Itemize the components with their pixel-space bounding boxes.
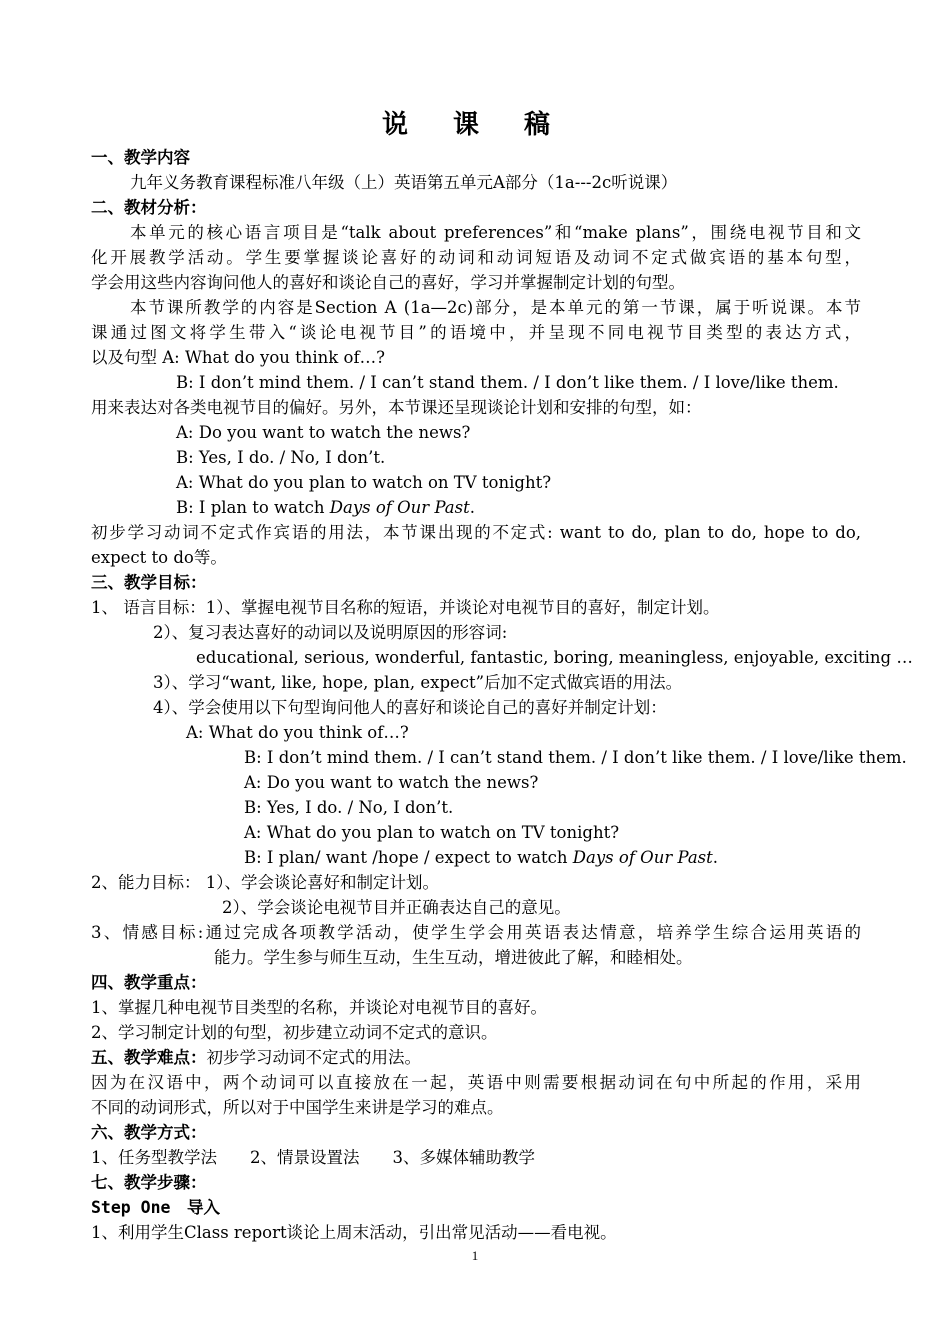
line-text: 九年义务教育课程标准八年级（上）英语第五单元A部分（1a---2c听说课）: [130, 173, 678, 192]
line-text-tail: .: [469, 498, 475, 517]
text-line: [176, 371, 861, 395]
line-text: 本节课所教学的内容是Section A (1a—2c)部分，是本单元的第一节课，属于听说课。本节: [130, 298, 861, 317]
text-line: [153, 621, 861, 645]
text-line: [91, 1071, 861, 1095]
text-line: [222, 896, 861, 920]
line-text: 化开展教学活动。学生要掌握谈论喜好的动词和动词短语及动词不定式做宾语的基本句型，: [91, 248, 861, 267]
text-line: [176, 421, 861, 445]
text-line: [91, 871, 861, 895]
line-text: educational, serious, wonderful, fantastic, boring, meaningless, enjoyable, exciting …: [196, 648, 913, 667]
text-line: [91, 996, 861, 1020]
line-text: 五、教学难点：: [91, 1048, 207, 1067]
section-heading: [91, 1046, 861, 1070]
text-line: [186, 721, 861, 745]
text-line: [176, 496, 861, 520]
section-heading: [91, 146, 861, 170]
line-text: 不同的动词形式，所以对于中国学生来讲是学习的难点。: [91, 1098, 504, 1117]
section-heading: [91, 196, 861, 220]
text-line: [244, 821, 861, 845]
program-title: Days of Our Past: [572, 848, 713, 867]
text-line: [91, 1096, 861, 1120]
line-text: 2、学习制定计划的句型，初步建立动词不定式的意识。: [91, 1023, 498, 1042]
text-line: [214, 946, 861, 970]
line-text: A: What do you think of…?: [186, 723, 409, 742]
line-text: 三、教学目标：: [91, 573, 207, 592]
line-text: 二、教材分析：: [91, 198, 207, 217]
line-text: B: I plan to watch: [176, 498, 330, 517]
text-line: [244, 796, 861, 820]
line-text: B: I don’t mind them. / I can’t stand them. / I don’t like them. / I love/like them.: [244, 748, 907, 767]
line-text: 1、掌握几种电视节目类型的名称，并谈论对电视节目的喜好。: [91, 998, 547, 1017]
program-title: Days of Our Past: [329, 498, 470, 517]
text-line: [130, 171, 861, 195]
text-line: [91, 921, 861, 945]
text-line: [91, 246, 861, 270]
line-text: 2、能力目标： 1）、学会谈论喜好和制定计划。: [91, 873, 439, 892]
line-text: 因为在汉语中，两个动词可以直接放在一起，英语中则需要根据动词在句中所起的作用，采用: [91, 1073, 861, 1092]
line-text: A: Do you want to watch the news?: [176, 423, 471, 442]
section-heading: [91, 971, 861, 995]
line-text: A: What do you plan to watch on TV tonight?: [176, 473, 552, 492]
line-text: B: I plan/ want /hope / expect to watch: [244, 848, 573, 867]
line-text: A: Do you want to watch the news?: [244, 773, 539, 792]
line-text: Step One 导入: [91, 1198, 220, 1217]
line-text-tail: .: [712, 848, 719, 867]
text-line: [91, 521, 861, 545]
line-text: B: I don’t mind them. / I can’t stand them. / I don’t like them. / I love/like them.: [176, 373, 839, 392]
text-line: [244, 846, 861, 870]
line-text: 2）、复习表达喜好的动词以及说明原因的形容词:: [153, 623, 508, 642]
line-text: 四、教学重点：: [91, 973, 207, 992]
text-line: [91, 396, 861, 420]
line-text: expect to do等。: [91, 548, 227, 567]
section-heading: [91, 571, 861, 595]
line-text: 六、教学方式：: [91, 1123, 207, 1142]
text-line: [196, 646, 913, 670]
line-text: 1、利用学生Class report谈论上周末活动，引出常见活动——看电视。: [91, 1223, 617, 1242]
line-text: 1、任务型教学法 2、情景设置法 3、多媒体辅助教学: [91, 1148, 535, 1167]
text-line: [244, 746, 907, 770]
text-line: [176, 446, 861, 470]
text-line: [91, 596, 861, 620]
text-line: [130, 296, 861, 320]
section-heading: [91, 1196, 861, 1220]
line-text: 本单元的核心语言项目是“talk about preferences”和“make plans”，围绕电视节目和文: [130, 223, 861, 242]
text-line: [130, 221, 861, 245]
page-title: 说 课 稿: [381, 110, 569, 140]
line-text: 3、情感目标:通过完成各项教学活动，使学生学会用英语表达情意，培养学生综合运用英语的: [91, 923, 861, 942]
line-text: B: Yes, I do. / No, I don’t.: [176, 448, 386, 467]
text-line: [91, 271, 861, 295]
page-number: 1: [471, 1248, 479, 1263]
line-text: B: Yes, I do. / No, I don’t.: [244, 798, 454, 817]
line-text: 初步学习动词不定式作宾语的用法，本节课出现的不定式: want to do, plan to do, hope to do,: [91, 523, 861, 542]
text-line: [91, 321, 861, 345]
line-text: 学会用这些内容询问他人的喜好和谈论自己的喜好，学习并掌握制定计划的句型。: [91, 273, 685, 292]
text-line: [244, 771, 861, 795]
line-text: 能力。学生参与师生互动，生生互动，增进彼此了解，和睦相处。: [214, 948, 693, 967]
line-text: 4）、学会使用以下句型询问他人的喜好和谈论自己的喜好并制定计划：: [153, 698, 667, 717]
line-text: 课通过图文将学生带入“谈论电视节目”的语境中，并呈现不同电视节目类型的表达方式，: [91, 323, 861, 342]
line-text: 一、教学内容: [91, 148, 190, 167]
line-text: 用来表达对各类电视节目的偏好。另外，本节课还呈现谈论计划和安排的句型，如：: [91, 398, 702, 417]
section-heading: [91, 1171, 861, 1195]
line-text: 以及句型 A: What do you think of…?: [91, 348, 385, 367]
section-heading: [91, 1121, 861, 1145]
text-line: [91, 1221, 861, 1245]
line-text: 1、 语言目标：1）、掌握电视节目名称的短语，并谈论对电视节目的喜好，制定计划。: [91, 598, 720, 617]
text-line: [91, 1021, 861, 1045]
line-text: 2）、学会谈论电视节目并正确表达自己的意见。: [222, 898, 571, 917]
line-text: 3）、学习“want, like, hope, plan, expect”后加不定式做宾语的用法。: [153, 673, 683, 692]
line-text-tail: 初步学习动词不定式的用法。: [206, 1048, 421, 1067]
line-text: A: What do you plan to watch on TV tonight?: [244, 823, 620, 842]
text-line: [176, 471, 861, 495]
text-line: [91, 546, 861, 570]
text-line: [153, 671, 861, 695]
text-line: [91, 346, 861, 370]
line-text: 七、教学步骤：: [91, 1173, 207, 1192]
text-line: [153, 696, 861, 720]
text-line: [91, 1146, 861, 1170]
